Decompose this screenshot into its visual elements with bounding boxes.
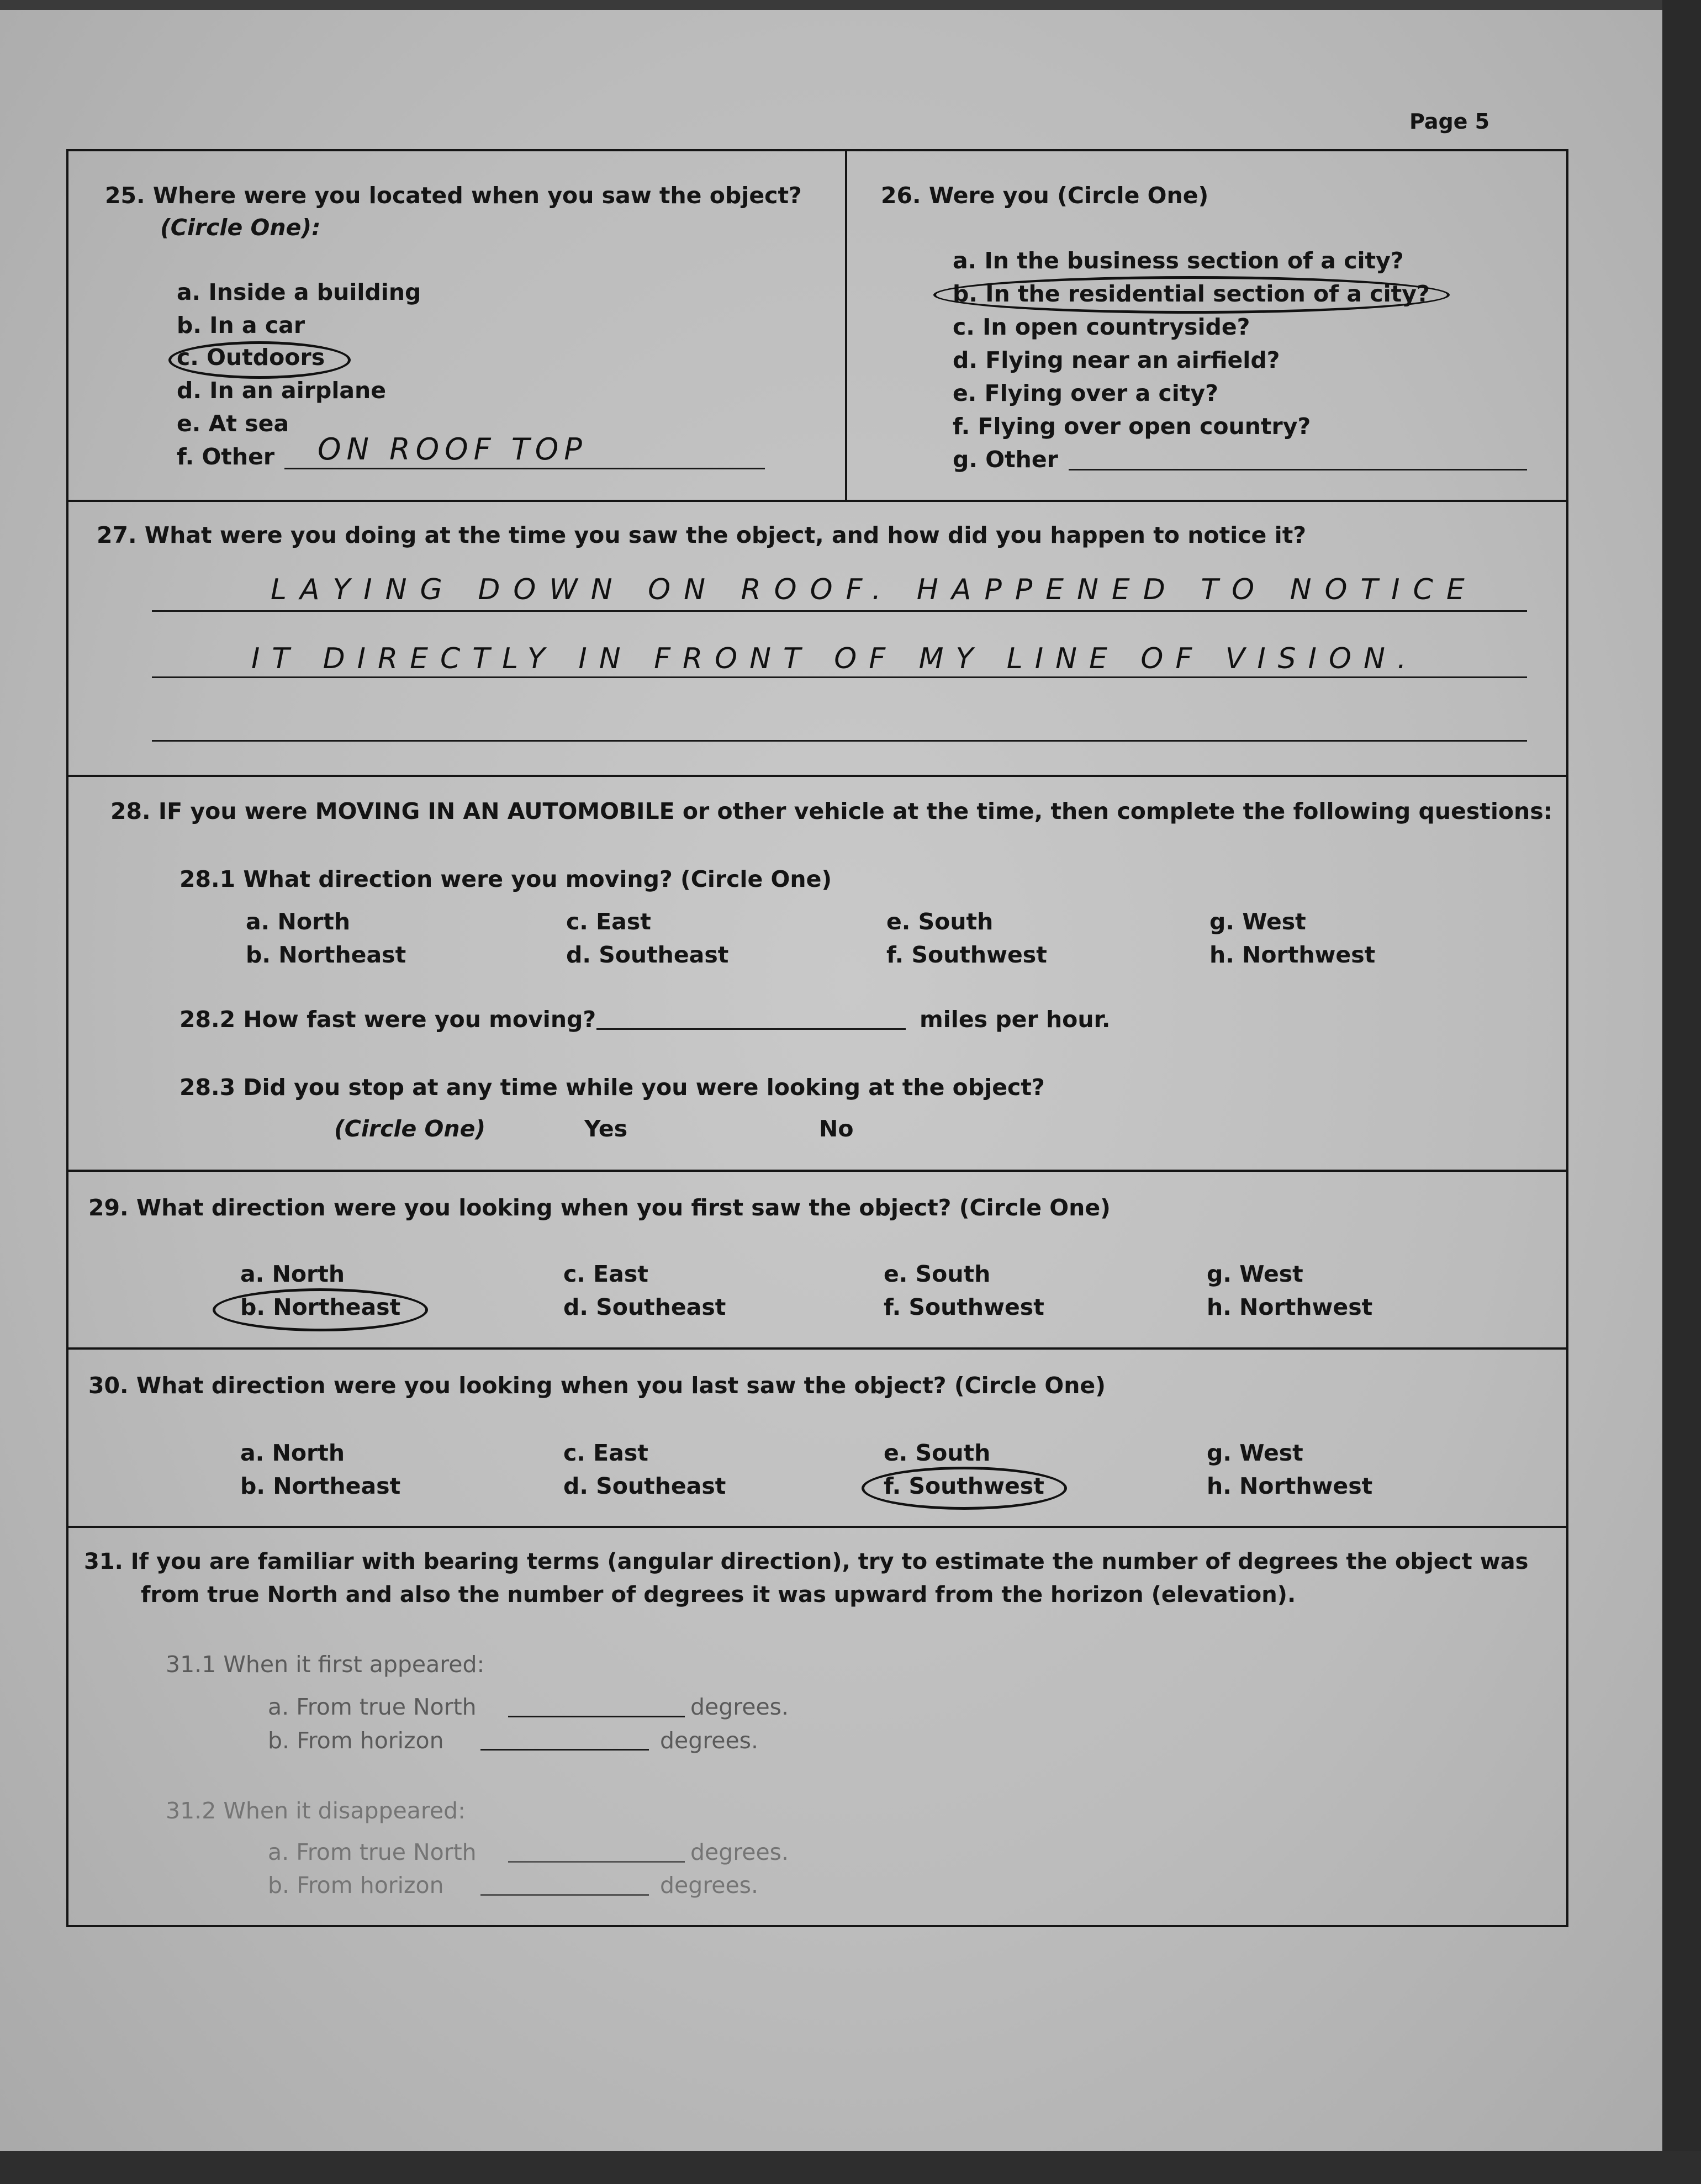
q28-2-unit: miles per hour. (920, 1006, 1111, 1033)
q31-2-b-line[interactable] (480, 1894, 649, 1896)
page-number: Page 5 (1409, 109, 1490, 134)
scan-edge-top (0, 0, 1701, 10)
divider-29-30 (66, 1347, 1568, 1350)
q28-1-option-f[interactable]: f. Southwest (886, 942, 1047, 968)
q25-option-a[interactable]: a. Inside a building (177, 279, 421, 305)
q31-1-a-label: a. From true North (268, 1694, 477, 1720)
q31-1-label: 31.1 When it first appeared: (166, 1651, 485, 1678)
q30-option-g[interactable]: g. West (1207, 1440, 1303, 1466)
q29-option-a[interactable]: a. North (240, 1261, 345, 1287)
q28-question: 28. IF you were MOVING IN AN AUTOMOBILE or other vehicle at the time, then complete the following questions: (110, 798, 1553, 824)
q25-instruction: (Circle One): (160, 214, 321, 241)
q26-option-b[interactable]: b. In the residential section of a city? (953, 281, 1430, 307)
q30-option-c[interactable]: c. East (563, 1440, 648, 1466)
q26-option-d[interactable]: d. Flying near an airfield? (953, 347, 1280, 373)
q28-1-option-d[interactable]: d. Southeast (566, 942, 729, 968)
q26-option-f[interactable]: f. Flying over open country? (953, 413, 1311, 440)
q26-other-label: g. Other (953, 446, 1058, 473)
q28-3-instruction: (Circle One) (334, 1115, 486, 1142)
q31-2-b-unit: degrees. (660, 1872, 759, 1899)
q31-2-label: 31.2 When it disappeared: (166, 1797, 466, 1824)
divider-28-29 (66, 1170, 1568, 1172)
q31-1-a-line[interactable] (508, 1716, 685, 1717)
q27-line-1 (152, 610, 1527, 612)
q28-1-option-c[interactable]: c. East (566, 908, 651, 935)
q29-option-h[interactable]: h. Northwest (1207, 1294, 1373, 1320)
q31-question-line-2: from true North and also the number of degrees it was upward from the horizon (elevation). (141, 1582, 1296, 1607)
q31-2-b-label: b. From horizon (268, 1872, 444, 1899)
q26-answer-circle (933, 276, 1450, 314)
q31-1-a-unit: degrees. (690, 1694, 789, 1720)
q31-1-b-label: b. From horizon (268, 1727, 444, 1754)
q26-option-a[interactable]: a. In the business section of a city? (953, 247, 1404, 274)
q26-other-line[interactable] (1069, 469, 1527, 470)
q30-question: 30. What direction were you looking when you last saw the object? (Circle One) (88, 1372, 1106, 1399)
q25-option-c[interactable]: c. Outdoors (177, 344, 325, 371)
q31-1-b-line[interactable] (480, 1749, 649, 1751)
q26-question: 26. Were you (Circle One) (881, 182, 1209, 209)
q28-2-speed-line[interactable] (596, 1028, 906, 1030)
q30-option-d[interactable]: d. Southeast (563, 1473, 726, 1499)
q25-other-label: f. Other (177, 443, 275, 470)
q28-1-option-g[interactable]: g. West (1209, 908, 1306, 935)
q29-option-c[interactable]: c. East (563, 1261, 648, 1287)
q30-option-h[interactable]: h. Northwest (1207, 1473, 1373, 1499)
q26-option-c[interactable]: c. In open countryside? (953, 314, 1250, 340)
q31-2-a-label: a. From true North (268, 1839, 477, 1865)
q29-answer-circle (213, 1288, 428, 1331)
divider-30-31 (66, 1526, 1568, 1528)
q28-1-option-h[interactable]: h. Northwest (1209, 942, 1376, 968)
q31-1-b-unit: degrees. (660, 1727, 759, 1754)
scan-edge-right (1662, 0, 1701, 2184)
q31-2-a-unit: degrees. (690, 1839, 789, 1865)
q28-3-yes[interactable]: Yes (584, 1115, 628, 1142)
q27-answer-line-2[interactable]: IT DIRECTLY IN FRONT OF MY LINE OF VISION. (251, 642, 1419, 675)
q26-option-e[interactable]: e. Flying over a city? (953, 380, 1218, 406)
q25-question: 25. Where were you located when you saw the object? (105, 182, 802, 209)
q25-other-answer[interactable]: ON ROOF TOP (318, 432, 588, 467)
q28-3-question: 28.3 Did you stop at any time while you were looking at the object? (179, 1074, 1045, 1101)
scan-edge-bottom (0, 2151, 1701, 2184)
q25-other-line (284, 468, 765, 469)
q25-option-b[interactable]: b. In a car (177, 312, 305, 339)
q29-option-d[interactable]: d. Southeast (563, 1294, 726, 1320)
q27-answer-line-1[interactable]: LAYING DOWN ON ROOF. HAPPENED TO NOTICE (271, 573, 1478, 606)
q29-option-e[interactable]: e. South (884, 1261, 991, 1287)
q25-answer-circle (168, 341, 351, 379)
q27-question: 27. What were you doing at the time you saw the object, and how did you happen to notice it? (97, 522, 1307, 548)
q29-option-g[interactable]: g. West (1207, 1261, 1303, 1287)
q28-1-option-b[interactable]: b. Northeast (246, 942, 406, 968)
q28-2-question: 28.2 How fast were you moving? (179, 1006, 596, 1033)
q30-option-e[interactable]: e. South (884, 1440, 991, 1466)
q25-option-e[interactable]: e. At sea (177, 410, 289, 437)
divider-27-28 (66, 775, 1568, 777)
q29-option-f[interactable]: f. Southwest (884, 1294, 1044, 1320)
q30-option-f[interactable]: f. Southwest (884, 1473, 1044, 1499)
divider-25-27 (66, 500, 1568, 502)
divider-25-26 (845, 149, 847, 501)
q31-question-line-1: 31. If you are familiar with bearing terms (angular direction), try to estimate the number of degrees the object was (84, 1549, 1529, 1574)
q29-option-b[interactable]: b. Northeast (240, 1294, 401, 1320)
q29-question: 29. What direction were you looking when you first saw the object? (Circle One) (88, 1194, 1111, 1221)
q31-2-a-line[interactable] (508, 1861, 685, 1863)
q25-option-d[interactable]: d. In an airplane (177, 377, 387, 404)
q28-1-option-e[interactable]: e. South (886, 908, 994, 935)
q27-line-2 (152, 676, 1527, 678)
q30-option-b[interactable]: b. Northeast (240, 1473, 401, 1499)
q28-1-option-a[interactable]: a. North (246, 908, 351, 935)
q30-option-a[interactable]: a. North (240, 1440, 345, 1466)
q28-3-no[interactable]: No (819, 1115, 854, 1142)
q27-line-3[interactable] (152, 740, 1527, 742)
q28-1-question: 28.1 What direction were you moving? (Circle One) (179, 866, 832, 892)
q30-answer-circle (862, 1467, 1067, 1510)
